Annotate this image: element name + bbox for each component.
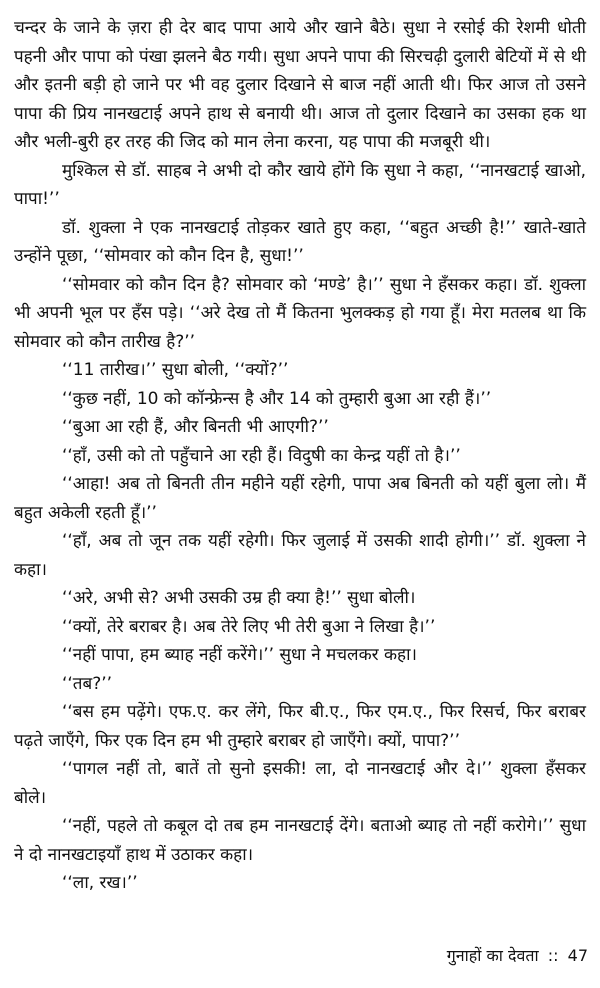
page-number: 47	[567, 946, 588, 965]
paragraph: ‘‘बुआ आ रही हैं, और बिनती भी आएगी?’’	[62, 417, 329, 437]
paragraph: ‘‘हाँ, उसी को तो पहुँचाने आ रही हैं। विदुषी का केन्द्र यहीं तो है।’’	[62, 445, 461, 466]
paragraph: ‘‘पागल नहीं तो, बातें तो सुनो इसकी! ला, दो नानखटाई और दे।’’ शुक्ला हँसकर बोले।	[14, 759, 586, 808]
paragraph: मुश्किल से डॉ. साहब ने अभी दो कौर खाये होंगे कि सुधा ने कहा, ‘‘नानखटाई खाओ, पापा!’’	[14, 160, 586, 209]
footer-separator: ::	[547, 946, 559, 965]
book-title: गुनाहों का देवता	[446, 946, 539, 965]
paragraph: चन्दर के जाने के ज़रा ही देर बाद पापा आये और खाने बैठे। सुधा ने रसोई की रेशमी धोती पहनी और पापा को पंखा झलने बैठ गयी। सुधा अपने पापा की सिरचढ़ी दुलारी बेटियों में से थी और इतनी बड़ी हो जाने पर भी वह दुलार दिखाने से बाज नहीं आती थी। फिर आज तो उसने पापा की प्रिय नानखटाई अपने हाथ से बनायी थी। आज तो दुलार दिखाने का उसका हक था और भली-बुरी हर तरह की जिद को मान लेना करना, यह पापा की मजबूरी थी।	[14, 18, 586, 152]
paragraph: ‘‘सोमवार को कौन दिन है? सोमवार को ‘मण्डे’ है।’’ सुधा ने हँसकर कहा। डॉ. शुक्ला भी अपनी भूल पर हँस पड़े। ‘‘अरे देख तो मैं कितना भुलक्कड़ हो गया हूँ। मेरा मतलब था कि सोमवार को कौन तारीख है?’’	[14, 274, 586, 352]
paragraph: ‘‘नहीं पापा, हम ब्याह नहीं करेंगे।’’ सुधा ने मचलकर कहा।	[62, 645, 417, 665]
paragraph: ‘‘हाँ, अब तो जून तक यहीं रहेगी। फिर जुलाई में उसकी शादी होगी।’’ डॉ. शुक्ला ने कहा।	[14, 531, 586, 580]
paragraph: ‘‘नहीं, पहले तो कबूल दो तब हम नानखटाई देंगे। बताओ ब्याह तो नहीं करोगे।’’ सुधा ने दो नानखटाइयाँ हाथ में उठाकर कहा।	[14, 816, 586, 865]
paragraph: ‘‘बस हम पढ़ेंगे। एफ.ए. कर लेंगे, फिर बी.ए., फिर एम.ए., फिर रिसर्च, फिर बराबर पढ़ते जाएँगे, फिर एक दिन हम भी तुम्हारे बराबर हो जाएँगे। क्यों, पापा?’’	[14, 702, 586, 751]
paragraph: ‘‘ला, रख।’’	[62, 873, 138, 893]
page-body	[14, 14, 586, 898]
paragraph: ‘‘11 तारीख।’’ सुधा बोली, ‘‘क्यों?’’	[62, 360, 289, 380]
paragraph: डॉ. शुक्ला ने एक नानखटाई तोड़कर खाते हुए कहा, ‘‘बहुत अच्छी है!’’ खाते-खाते उन्होंने पूछा, ‘‘सोमवार को कौन दिन है, सुधा!’’	[14, 217, 586, 266]
paragraph: ‘‘कुछ नहीं, 10 को कॉन्फ्रेन्स है और 14 को तुम्हारी बुआ आ रही हैं।’’	[62, 388, 492, 409]
paragraph: ‘‘तब?’’	[62, 673, 113, 694]
paragraph: ‘‘क्यों, तेरे बराबर है। अब तेरे लिए भी तेरी बुआ ने लिखा है।’’	[62, 616, 436, 637]
paragraph: ‘‘अरे, अभी से? अभी उसकी उम्र ही क्या है!’’ सुधा बोली।	[62, 588, 416, 608]
page-footer	[447, 944, 588, 966]
paragraph: ‘‘आहा! अब तो बिनती तीन महीने यहीं रहेगी, पापा अब बिनती को यहीं बुला लो। मैं बहुत अकेली रहती हूँ।’’	[14, 474, 586, 523]
